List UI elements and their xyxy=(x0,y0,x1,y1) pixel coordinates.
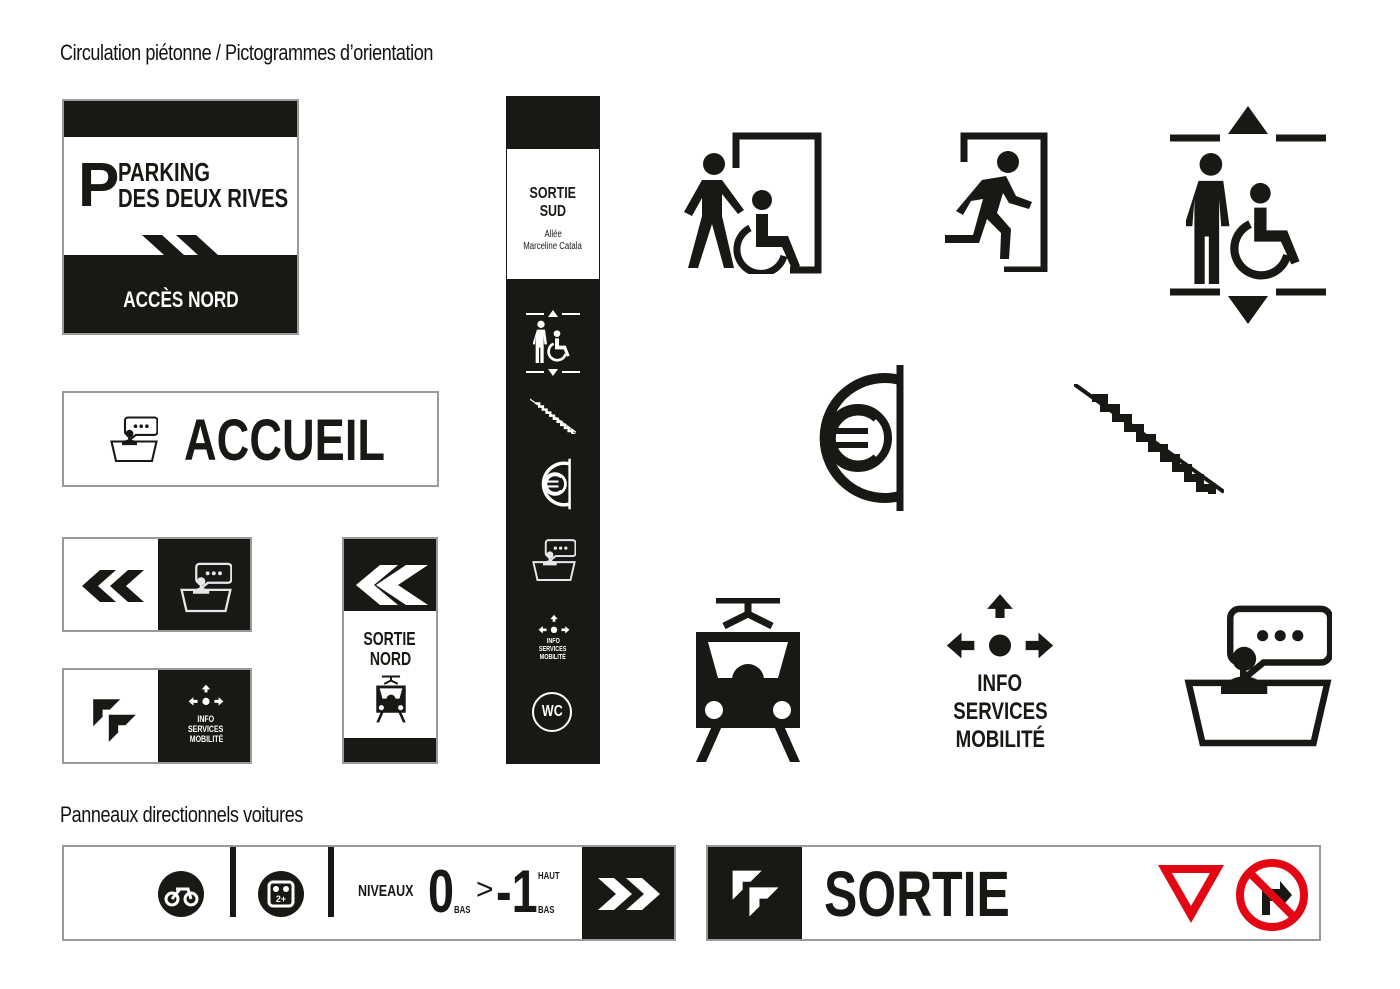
exit-label: SORTIE xyxy=(824,858,1010,930)
stairs-icon xyxy=(530,398,576,434)
info-line2: SERVICES xyxy=(952,698,1048,725)
info-small-line3: MOBILITÉ xyxy=(189,734,223,744)
level-b-top: HAUT xyxy=(538,871,560,882)
totem-info1: INFO xyxy=(546,638,560,645)
info-direction-sign xyxy=(62,668,252,764)
totem-line2: SUD xyxy=(539,203,567,220)
euro-icon xyxy=(534,458,574,510)
turn-arrow-icon xyxy=(86,694,142,746)
parking-line2: DES DEUX RIVES xyxy=(118,183,289,213)
double-chevron-right-icon xyxy=(598,877,660,911)
totem-info3: MOBILITÉ xyxy=(539,654,567,661)
info-small-line2: SERVICES xyxy=(188,724,224,734)
stairs-large-icon xyxy=(1074,384,1224,494)
exit-running-man-icon xyxy=(942,132,1050,272)
reception-icon xyxy=(180,557,232,613)
yield-sign-icon xyxy=(1156,863,1226,925)
sortie-nord-line1: SORTIE xyxy=(363,629,417,649)
parking-line1: PARKING xyxy=(118,157,211,187)
tram-icon xyxy=(374,675,408,725)
niveaux-label: NIVEAUX xyxy=(358,883,414,900)
accueil-label: ACCUEIL xyxy=(184,408,386,473)
level-b-sub: BAS xyxy=(538,905,555,916)
parking-access: ACCÈS NORD xyxy=(122,287,239,312)
accueil-sign xyxy=(62,391,439,487)
info-line3: MOBILITÉ xyxy=(955,726,1045,753)
info-services-pictogram xyxy=(930,592,1070,762)
totem-line1: SORTIE xyxy=(529,185,577,202)
car-sign-exit xyxy=(706,845,1321,941)
euro-large-icon xyxy=(800,362,910,514)
sortie-nord-line2: NORD xyxy=(369,649,411,669)
sortie-nord-sign xyxy=(342,537,438,764)
level-arrow: > xyxy=(476,873,494,906)
turn-arrow-icon xyxy=(726,865,784,921)
wc-label: WC xyxy=(541,703,563,720)
parking-sign xyxy=(62,99,299,335)
elevator-icon xyxy=(526,310,580,376)
totem-info2: SERVICES xyxy=(539,646,567,653)
info-small-line1: INFO xyxy=(197,714,215,724)
double-chevron-left-icon xyxy=(82,569,144,603)
level-b: -1 xyxy=(496,858,538,925)
carpool-label: 2+ xyxy=(275,894,287,904)
elevator-large-icon xyxy=(1168,106,1328,324)
section-title-vehicles: Panneaux directionnels voitures xyxy=(60,802,304,827)
info-line1: INFO xyxy=(977,670,1023,697)
level-a: 0 xyxy=(428,858,455,925)
double-chevron-up-left-icon xyxy=(356,563,428,607)
info-arrows-icon xyxy=(538,614,570,636)
accessible-entrance-icon xyxy=(680,132,826,274)
car-sign-levels xyxy=(62,845,676,941)
carpool-icon xyxy=(258,871,304,917)
info-arrows-icon xyxy=(188,684,224,708)
reception-direction-sign xyxy=(62,537,252,632)
totem-sub1: Allée xyxy=(544,229,562,240)
reception-large-icon xyxy=(1184,584,1332,754)
totem-sign xyxy=(506,96,600,764)
totem-sub2: Marceline Catala xyxy=(523,241,583,252)
wc-icon xyxy=(532,692,572,732)
section-title-pedestrian: Circulation piétonne / Pictogrammes d’orientation xyxy=(60,40,433,65)
no-right-turn-sign-icon xyxy=(1236,859,1308,931)
reception-icon xyxy=(532,534,576,582)
motorcycle-icon xyxy=(158,871,204,917)
tram-large-icon xyxy=(688,598,808,768)
parking-letter: P xyxy=(78,151,120,220)
reception-icon xyxy=(110,411,158,463)
level-a-sub: BAS xyxy=(454,905,471,916)
